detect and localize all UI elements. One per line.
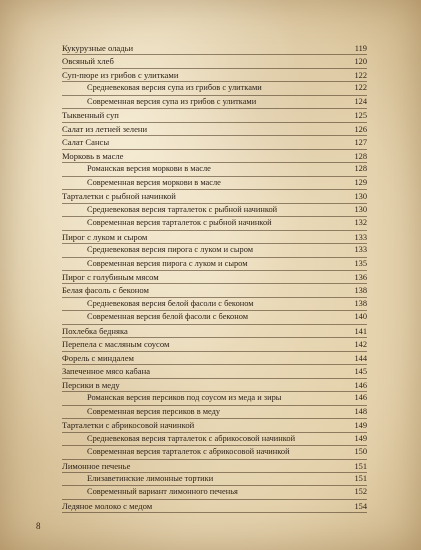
toc-entry-title: Морковь в масле xyxy=(62,150,124,161)
toc-entry-title: Пирог с луком и сыром xyxy=(62,231,148,242)
toc-entry[interactable] xyxy=(62,500,367,513)
toc-entry-page: 124 xyxy=(354,96,367,106)
toc-entry-title: Средневековая версия белой фасоли с беконом xyxy=(87,298,254,308)
toc-subentry[interactable] xyxy=(62,244,367,257)
toc-entry-page: 127 xyxy=(354,138,367,148)
toc-entry-page: 138 xyxy=(354,286,367,296)
toc-entry-title: Средневековая версия супа из грибов с улитками xyxy=(87,83,262,93)
toc-entry[interactable] xyxy=(62,190,367,203)
toc-subentry[interactable] xyxy=(62,163,367,176)
toc-entry-title: Средневековая версия тарталеток с абрикосовой начинкой xyxy=(87,433,296,443)
toc-entry[interactable] xyxy=(62,460,367,473)
toc-entry-page: 128 xyxy=(354,164,367,174)
toc-entry-page: 132 xyxy=(354,218,367,228)
toc-subentry[interactable] xyxy=(62,204,367,217)
toc-entry-title: Современная версия супа из грибов с улитками xyxy=(87,96,257,106)
toc-entry-title: Запеченное мясо кабана xyxy=(62,366,151,377)
toc-subentry[interactable] xyxy=(62,473,367,486)
toc-entry-title: Персики в меду xyxy=(62,379,120,390)
toc-entry-page: 125 xyxy=(354,111,367,121)
toc-entry-page: 130 xyxy=(354,204,367,214)
toc-entry-title: Современная версия пирога с луком и сыром xyxy=(87,258,248,268)
toc-entry-title: Средневековая версия тарталеток с рыбной начинкой xyxy=(87,204,278,214)
toc-entry[interactable] xyxy=(62,42,367,55)
toc-entry-page: 144 xyxy=(354,353,367,363)
toc-entry[interactable] xyxy=(62,379,367,392)
toc-subentry[interactable] xyxy=(62,433,367,446)
toc-entry-page: 136 xyxy=(354,272,367,282)
toc-entry[interactable] xyxy=(62,419,367,432)
toc-subentry[interactable] xyxy=(62,446,367,459)
toc-entry-page: 122 xyxy=(354,83,367,93)
toc-entry-page: 120 xyxy=(354,57,367,67)
toc-entry-title: Тыквенный суп xyxy=(62,110,119,121)
toc-entry-title: Современная версия тарталеток с абрикосовой начинкой xyxy=(87,447,290,457)
toc-entry-title: Овсяный хлеб xyxy=(62,56,114,67)
toc-entry-page: 149 xyxy=(354,421,367,431)
toc-entry-page: 138 xyxy=(354,298,367,308)
toc-entry-title: Современная версия тарталеток с рыбной начинкой xyxy=(87,218,272,228)
toc-entry-title: Ледяное молоко с медом xyxy=(62,500,153,511)
toc-entry-title: Современная версия персиков в меду xyxy=(87,406,221,416)
toc-entry[interactable] xyxy=(62,271,367,284)
toc-entry-title: Белая фасоль с беконом xyxy=(62,285,149,296)
toc-entry-page: 150 xyxy=(354,447,367,457)
toc-entry-page: 151 xyxy=(354,474,367,483)
toc-entry[interactable] xyxy=(62,365,367,378)
toc-entry-page: 133 xyxy=(354,232,367,242)
toc-entry[interactable] xyxy=(62,69,367,82)
toc-subentry[interactable] xyxy=(62,392,367,405)
toc-entry-page: 152 xyxy=(354,487,367,497)
toc-subentry[interactable] xyxy=(62,298,367,311)
toc-entry[interactable] xyxy=(62,123,367,136)
toc-entry-title: Салат Сансы xyxy=(62,137,110,148)
toc-entry-page: 154 xyxy=(354,501,367,511)
toc-entry-page: 122 xyxy=(354,70,367,80)
toc-entry-page: 145 xyxy=(354,367,367,377)
toc-entry-title: Современный вариант лимонного печенья xyxy=(87,487,238,497)
toc-entry-page: 126 xyxy=(354,124,367,134)
toc-entry[interactable] xyxy=(62,55,367,68)
toc-subentry[interactable] xyxy=(62,406,367,419)
toc-entry-page: 129 xyxy=(354,177,367,187)
toc-entry-title: Современная версия белой фасоли с беконом xyxy=(87,312,249,322)
toc-entry-page: 135 xyxy=(354,258,367,268)
toc-entry-page: 128 xyxy=(354,151,367,161)
toc-entry-title: Перепела с масляным соусом xyxy=(62,339,170,350)
toc-subentry[interactable] xyxy=(62,177,367,190)
toc-entry[interactable] xyxy=(62,109,367,122)
toc-entry[interactable] xyxy=(62,136,367,149)
toc-entry-page: 133 xyxy=(354,245,367,255)
toc-entry-title: Романская версия персиков под соусом из меда и зиры xyxy=(87,393,282,403)
toc-subentry[interactable] xyxy=(62,311,367,324)
table-of-contents xyxy=(62,42,367,513)
toc-entry-title: Тарталетки с абрикосовой начинкой xyxy=(62,420,195,431)
toc-entry[interactable] xyxy=(62,352,367,365)
toc-subentry[interactable] xyxy=(62,217,367,230)
page-number: 8 xyxy=(36,521,41,531)
toc-entry-page: 146 xyxy=(354,380,367,390)
toc-subentry[interactable] xyxy=(62,96,367,109)
toc-entry-title: Форель с миндалем xyxy=(62,352,134,363)
toc-entry-title: Пирог с голубиным мясом xyxy=(62,271,159,282)
toc-entry-title: Лимонное печенье xyxy=(62,460,131,471)
toc-entry-page: 140 xyxy=(354,312,367,322)
toc-entry[interactable] xyxy=(62,231,367,244)
toc-entry-title: Суп-пюре из грибов с улитками xyxy=(62,69,179,80)
toc-entry[interactable] xyxy=(62,150,367,163)
toc-entry-title: Кукурузные оладьи xyxy=(62,43,134,53)
toc-entry[interactable] xyxy=(62,284,367,297)
toc-subentry[interactable] xyxy=(62,82,367,95)
toc-entry-title: Похлебка бедняка xyxy=(62,325,128,336)
toc-entry-page: 151 xyxy=(354,461,367,471)
toc-subentry[interactable] xyxy=(62,258,367,271)
toc-entry-title: Салат из летней зелени xyxy=(62,123,148,134)
toc-entry[interactable] xyxy=(62,325,367,338)
toc-entry-page: 146 xyxy=(354,393,367,403)
toc-entry-title: Елизаветинские лимонные тортики xyxy=(87,474,214,483)
toc-entry-page: 142 xyxy=(354,340,367,350)
toc-entry-title: Современная версия моркови в масле xyxy=(87,177,221,187)
toc-entry-title: Романская версия моркови в масле xyxy=(87,164,211,174)
toc-entry-title: Средневековая версия пирога с луком и сыром xyxy=(87,245,254,255)
toc-entry-title: Тарталетки с рыбной начинкой xyxy=(62,191,176,202)
toc-entry-page: 130 xyxy=(354,192,367,202)
toc-entry-page: 119 xyxy=(354,44,367,53)
toc-entry-page: 149 xyxy=(354,433,367,443)
toc-entry-page: 148 xyxy=(354,406,367,416)
toc-entry-page: 141 xyxy=(354,326,367,336)
toc-subentry[interactable] xyxy=(62,486,367,499)
toc-entry[interactable] xyxy=(62,338,367,351)
